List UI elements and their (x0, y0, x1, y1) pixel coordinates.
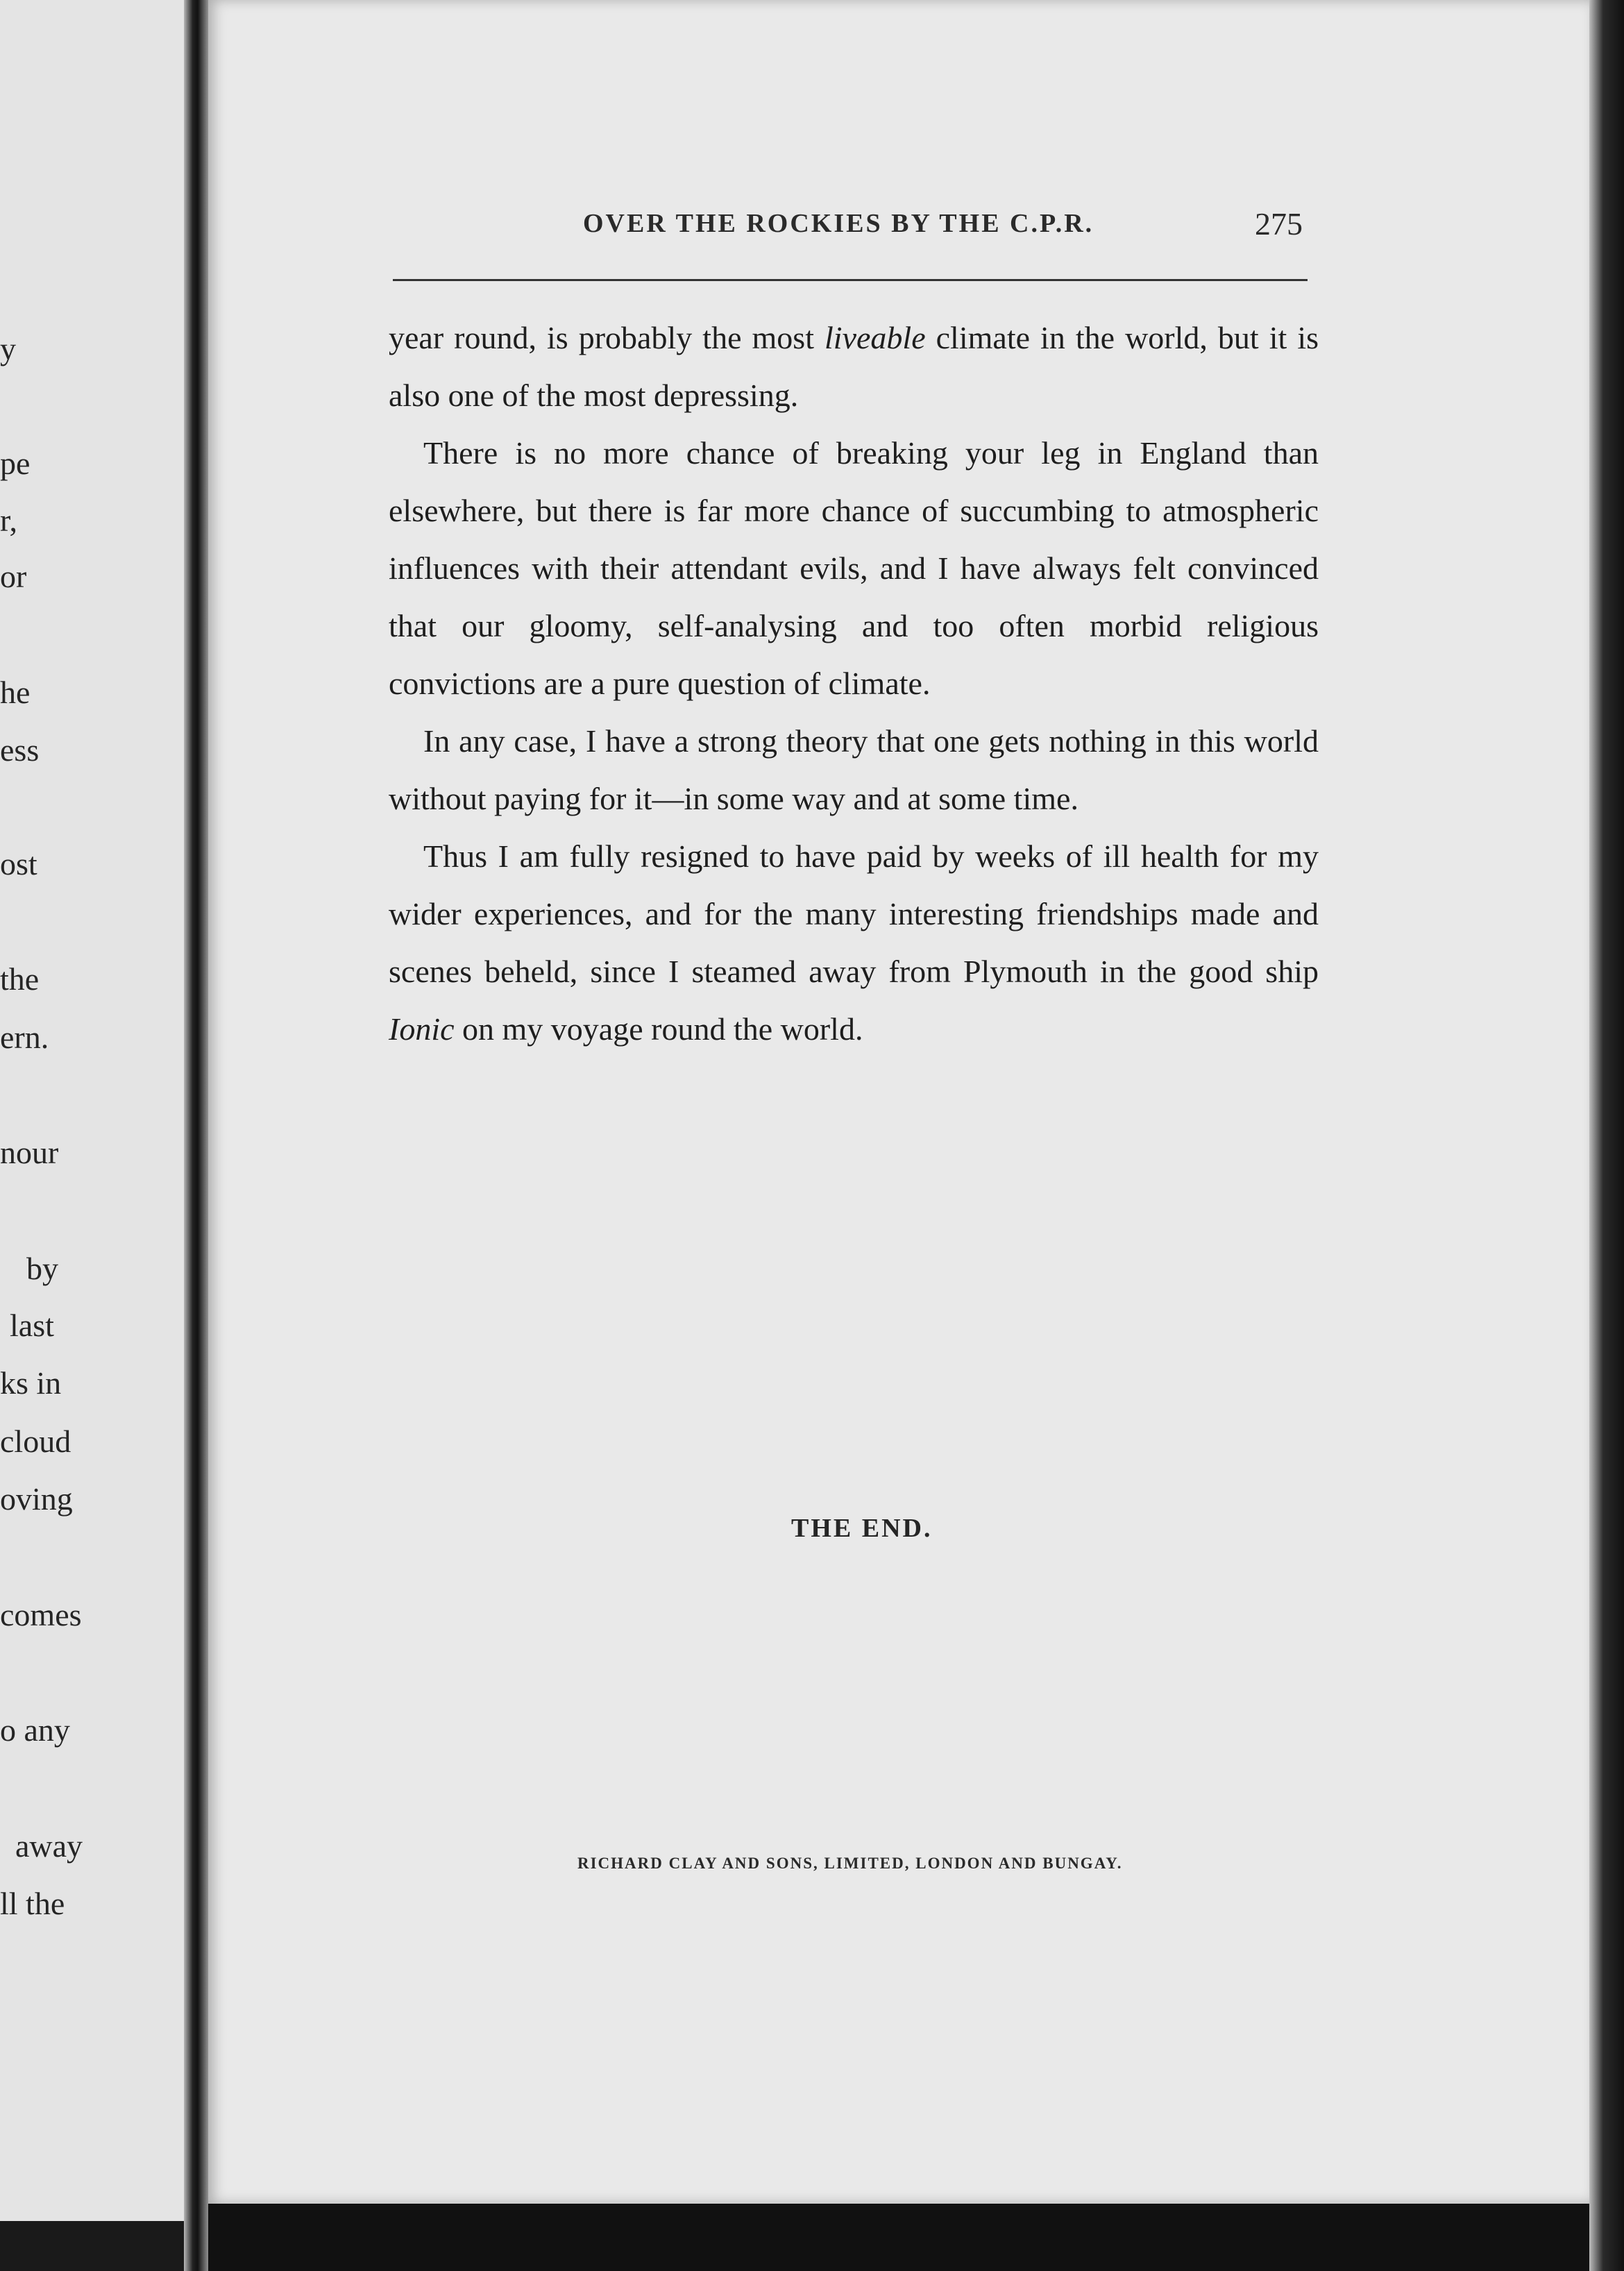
paragraph-text: Thus I am fully resigned to have paid by weeks of ill health for my wider experiences, and for the many interesting friendships made and scenes beheld, since I steamed away from Plymouth in the good ship (389, 838, 1319, 989)
paragraph-text: on my voyage round the world. (454, 1011, 863, 1047)
body-text (389, 309, 1319, 1058)
left-page-fragment: r, (0, 503, 17, 538)
printer-imprint: RICHARD CLAY AND SONS, LIMITED, LONDON AND BUNGAY. (577, 1855, 1123, 1872)
header-rule (393, 279, 1308, 281)
left-page-fragment: the (0, 961, 40, 997)
left-page-fragment: ll the (0, 1886, 65, 1921)
paragraph (389, 827, 1319, 1058)
left-page-fragment: comes (0, 1597, 82, 1632)
paragraph-text: climate in the world, but it is also one of the most depressing. (389, 320, 1319, 413)
left-page-fragment: pe (0, 446, 31, 481)
paragraph (389, 309, 1319, 424)
book-gutter (184, 0, 209, 2271)
left-page-fragment: o any (0, 1712, 70, 1748)
left-page-fragment: ern. (0, 1020, 49, 1055)
left-page-fragment: oving (0, 1481, 73, 1517)
page-number: 275 (1255, 206, 1303, 242)
left-page-fragment: by (26, 1251, 58, 1286)
running-head: OVER THE ROCKIES BY THE C.P.R. (583, 209, 1094, 238)
left-page-fragment: or (0, 559, 27, 594)
the-end-heading: THE END. (791, 1514, 933, 1543)
paragraph-text: There is no more chance of breaking your leg in England than elsewhere, but there is far more chance of succumbing to atmospheric influences with their attendant evils, and I have always felt convinced that our gloomy, self-analysing and too often morbid religious convictions are a pure question of climate. (389, 435, 1319, 701)
paragraph-text: year round, is probably the most (389, 320, 825, 355)
left-page-fragment: last (10, 1308, 54, 1343)
paragraph (389, 424, 1319, 712)
left-page-fragment: cloud (0, 1424, 71, 1459)
italic-word: Ionic (389, 1011, 455, 1047)
page-edge (1589, 0, 1624, 2271)
left-page-fragment: he (0, 675, 31, 710)
paragraph (389, 712, 1319, 827)
left-page-fragment: ks in (0, 1365, 62, 1401)
italic-word: liveable (824, 320, 926, 355)
left-page-fragment: y (0, 331, 16, 366)
left-page-fragment: ost (0, 846, 37, 881)
left-page-fragment: away (15, 1828, 83, 1864)
paragraph-text: In any case, I have a strong theory that one gets nothing in this world without paying for it—in some way and at some time. (389, 723, 1319, 816)
scan-bottom-edge (208, 2204, 1589, 2271)
left-page-fragment: ess (0, 732, 40, 768)
left-page-fragment: nour (0, 1135, 59, 1170)
